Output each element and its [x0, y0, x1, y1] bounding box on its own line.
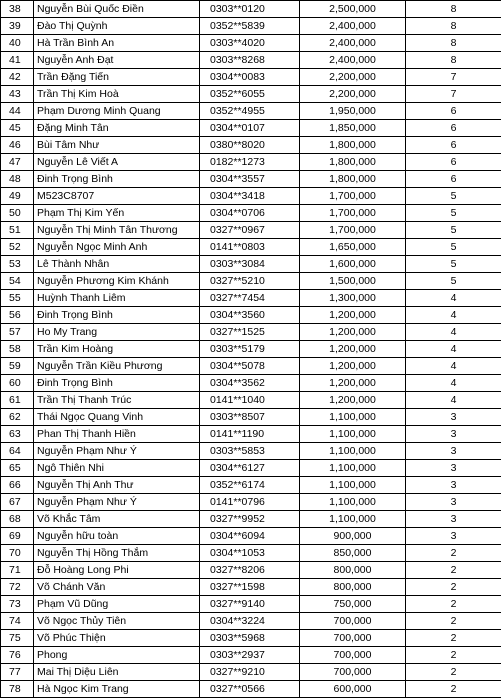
count-cell: 8: [406, 18, 501, 35]
amount-cell: 1,800,000: [300, 171, 406, 188]
count-cell: 4: [406, 358, 501, 375]
table-row: [1, 409, 501, 426]
table-body: [1, 1, 501, 698]
row-number-cell: 60: [1, 375, 34, 392]
customer-name-cell: Nguyễn Ngọc Minh Anh: [34, 239, 200, 256]
phone-cell: 0352**5839: [200, 18, 300, 35]
phone-cell: 0304**3560: [200, 307, 300, 324]
count-cell: 5: [406, 222, 501, 239]
count-cell: 4: [406, 324, 501, 341]
table-row: [1, 528, 501, 545]
row-number-cell: 54: [1, 273, 34, 290]
phone-cell: 0303**5179: [200, 341, 300, 358]
count-cell: 3: [406, 511, 501, 528]
table-row: [1, 256, 501, 273]
customer-name-cell: Nguyễn Bùi Quốc Điền: [34, 1, 200, 18]
table-row: [1, 460, 501, 477]
phone-cell: 0141**1190: [200, 426, 300, 443]
row-number-cell: 64: [1, 443, 34, 460]
table-row: [1, 18, 501, 35]
amount-cell: 1,200,000: [300, 324, 406, 341]
customer-name-cell: Nguyễn Phương Kim Khánh: [34, 273, 200, 290]
customer-name-cell: Trần Đặng Tiến: [34, 69, 200, 86]
count-cell: 2: [406, 579, 501, 596]
count-cell: 3: [406, 426, 501, 443]
count-cell: 4: [406, 375, 501, 392]
count-cell: 5: [406, 239, 501, 256]
count-cell: 2: [406, 562, 501, 579]
amount-cell: 750,000: [300, 596, 406, 613]
row-number-cell: 56: [1, 307, 34, 324]
table-row: [1, 613, 501, 630]
table-row: [1, 426, 501, 443]
phone-cell: 0327**9140: [200, 596, 300, 613]
phone-cell: 0304**1053: [200, 545, 300, 562]
amount-cell: 1,500,000: [300, 273, 406, 290]
customer-name-cell: Nguyễn Thị Hồng Thắm: [34, 545, 200, 562]
customer-name-cell: Nguyễn Thị Minh Tân Thương: [34, 222, 200, 239]
count-cell: 6: [406, 171, 501, 188]
amount-cell: 2,200,000: [300, 86, 406, 103]
row-number-cell: 73: [1, 596, 34, 613]
count-cell: 4: [406, 307, 501, 324]
row-number-cell: 44: [1, 103, 34, 120]
table-row: [1, 137, 501, 154]
count-cell: 2: [406, 596, 501, 613]
amount-cell: 800,000: [300, 579, 406, 596]
customer-name-cell: Trần Thị Thanh Trúc: [34, 392, 200, 409]
phone-cell: 0141**1040: [200, 392, 300, 409]
phone-cell: 0327**5210: [200, 273, 300, 290]
amount-cell: 700,000: [300, 647, 406, 664]
phone-cell: 0303**3084: [200, 256, 300, 273]
amount-cell: 700,000: [300, 613, 406, 630]
count-cell: 3: [406, 443, 501, 460]
row-number-cell: 69: [1, 528, 34, 545]
amount-cell: 700,000: [300, 630, 406, 647]
row-number-cell: 63: [1, 426, 34, 443]
amount-cell: 1,200,000: [300, 307, 406, 324]
count-cell: 8: [406, 35, 501, 52]
table-row: [1, 239, 501, 256]
amount-cell: 1,100,000: [300, 426, 406, 443]
count-cell: 6: [406, 137, 501, 154]
row-number-cell: 76: [1, 647, 34, 664]
table-row: [1, 443, 501, 460]
table-row: [1, 681, 501, 698]
count-cell: 6: [406, 120, 501, 137]
customer-name-cell: Nguyễn Trần Kiều Phương: [34, 358, 200, 375]
row-number-cell: 49: [1, 188, 34, 205]
customer-name-cell: Đinh Trọng Bình: [34, 171, 200, 188]
customer-name-cell: Nguyễn Thị Anh Thư: [34, 477, 200, 494]
amount-cell: 850,000: [300, 545, 406, 562]
amount-cell: 2,400,000: [300, 35, 406, 52]
phone-cell: 0303**0120: [200, 1, 300, 18]
amount-cell: 1,100,000: [300, 494, 406, 511]
phone-cell: 0304**3224: [200, 613, 300, 630]
amount-cell: 1,100,000: [300, 477, 406, 494]
table-row: [1, 358, 501, 375]
customer-name-cell: M523C8707: [34, 188, 200, 205]
customer-name-cell: Trần Thị Kim Hoà: [34, 86, 200, 103]
customer-name-cell: Nguyễn Anh Đạt: [34, 52, 200, 69]
row-number-cell: 48: [1, 171, 34, 188]
amount-cell: 1,600,000: [300, 256, 406, 273]
phone-cell: 0304**0083: [200, 69, 300, 86]
amount-cell: 900,000: [300, 528, 406, 545]
row-number-cell: 57: [1, 324, 34, 341]
phone-cell: 0304**0706: [200, 205, 300, 222]
phone-cell: 0327**0566: [200, 681, 300, 698]
amount-cell: 1,850,000: [300, 120, 406, 137]
phone-cell: 0304**6127: [200, 460, 300, 477]
customer-name-cell: Mai Thị Diệu Liên: [34, 664, 200, 681]
table-row: [1, 545, 501, 562]
table-row: [1, 596, 501, 613]
table-row: [1, 562, 501, 579]
table-row: [1, 205, 501, 222]
table-row: [1, 630, 501, 647]
count-cell: 2: [406, 613, 501, 630]
amount-cell: 1,300,000: [300, 290, 406, 307]
count-cell: 3: [406, 460, 501, 477]
customer-name-cell: Nguyễn Lê Viết A: [34, 154, 200, 171]
count-cell: 2: [406, 630, 501, 647]
table-row: [1, 341, 501, 358]
customer-name-cell: Thái Ngọc Quang Vinh: [34, 409, 200, 426]
count-cell: 2: [406, 664, 501, 681]
row-number-cell: 62: [1, 409, 34, 426]
amount-cell: 1,200,000: [300, 375, 406, 392]
customer-name-cell: Huỳnh Thanh Liêm: [34, 290, 200, 307]
customer-name-cell: Hà Ngọc Kim Trang: [34, 681, 200, 698]
amount-cell: 1,700,000: [300, 188, 406, 205]
amount-cell: 1,200,000: [300, 358, 406, 375]
customer-name-cell: Đào Thị Quỳnh: [34, 18, 200, 35]
count-cell: 3: [406, 494, 501, 511]
phone-cell: 0303**8268: [200, 52, 300, 69]
table-row: [1, 120, 501, 137]
row-number-cell: 68: [1, 511, 34, 528]
customer-name-cell: Ngô Thiên Nhi: [34, 460, 200, 477]
count-cell: 4: [406, 290, 501, 307]
customer-name-cell: Đinh Trọng Bình: [34, 307, 200, 324]
row-number-cell: 72: [1, 579, 34, 596]
table-row: [1, 494, 501, 511]
customer-name-cell: Võ Khắc Tâm: [34, 511, 200, 528]
phone-cell: 0380**8020: [200, 137, 300, 154]
row-number-cell: 78: [1, 681, 34, 698]
customer-name-cell: Phạm Vũ Dũng: [34, 596, 200, 613]
amount-cell: 1,950,000: [300, 103, 406, 120]
customer-name-cell: Phong: [34, 647, 200, 664]
customer-name-cell: Võ Chánh Văn: [34, 579, 200, 596]
count-cell: 4: [406, 341, 501, 358]
row-number-cell: 61: [1, 392, 34, 409]
count-cell: 2: [406, 545, 501, 562]
phone-cell: 0303**5853: [200, 443, 300, 460]
phone-cell: 0304**5078: [200, 358, 300, 375]
count-cell: 4: [406, 392, 501, 409]
table-row: [1, 52, 501, 69]
count-cell: 6: [406, 103, 501, 120]
customer-name-cell: Nguyễn hữu toàn: [34, 528, 200, 545]
count-cell: 6: [406, 154, 501, 171]
table-row: [1, 477, 501, 494]
amount-cell: 2,200,000: [300, 69, 406, 86]
phone-cell: 0327**7454: [200, 290, 300, 307]
amount-cell: 2,500,000: [300, 1, 406, 18]
amount-cell: 1,200,000: [300, 392, 406, 409]
customer-name-cell: Phan Thị Thanh Hiền: [34, 426, 200, 443]
row-number-cell: 43: [1, 86, 34, 103]
table-row: [1, 375, 501, 392]
table-row: [1, 1, 501, 18]
count-cell: 5: [406, 205, 501, 222]
phone-cell: 0303**8507: [200, 409, 300, 426]
phone-cell: 0304**3557: [200, 171, 300, 188]
amount-cell: 1,200,000: [300, 341, 406, 358]
phone-cell: 0327**9952: [200, 511, 300, 528]
count-cell: 2: [406, 647, 501, 664]
row-number-cell: 41: [1, 52, 34, 69]
phone-cell: 0303**4020: [200, 35, 300, 52]
count-cell: 7: [406, 69, 501, 86]
phone-cell: 0327**1525: [200, 324, 300, 341]
table-row: [1, 392, 501, 409]
customer-name-cell: Phạm Dương Minh Quang: [34, 103, 200, 120]
table-row: [1, 188, 501, 205]
table-row: [1, 324, 501, 341]
amount-cell: 1,100,000: [300, 511, 406, 528]
amount-cell: 1,100,000: [300, 460, 406, 477]
table-row: [1, 307, 501, 324]
table-row: [1, 86, 501, 103]
table-row: [1, 103, 501, 120]
table-row: [1, 35, 501, 52]
table-row: [1, 290, 501, 307]
amount-cell: 600,000: [300, 681, 406, 698]
row-number-cell: 67: [1, 494, 34, 511]
phone-cell: 0352**6055: [200, 86, 300, 103]
phone-cell: 0327**1598: [200, 579, 300, 596]
amount-cell: 1,800,000: [300, 137, 406, 154]
customer-name-cell: Võ Ngọc Thủy Tiên: [34, 613, 200, 630]
customer-name-cell: Nguyễn Phạm Như Ý: [34, 494, 200, 511]
customer-name-cell: Ho My Trang: [34, 324, 200, 341]
count-cell: 3: [406, 528, 501, 545]
amount-cell: 1,650,000: [300, 239, 406, 256]
phone-cell: 0327**0967: [200, 222, 300, 239]
row-number-cell: 55: [1, 290, 34, 307]
row-number-cell: 70: [1, 545, 34, 562]
count-cell: 5: [406, 188, 501, 205]
phone-cell: 0304**6094: [200, 528, 300, 545]
count-cell: 5: [406, 256, 501, 273]
row-number-cell: 58: [1, 341, 34, 358]
amount-cell: 700,000: [300, 664, 406, 681]
amount-cell: 1,100,000: [300, 443, 406, 460]
phone-cell: 0352**6174: [200, 477, 300, 494]
customer-name-cell: Đặng Minh Tân: [34, 120, 200, 137]
customer-name-cell: Hà Trần Bình An: [34, 35, 200, 52]
phone-cell: 0182**1273: [200, 154, 300, 171]
row-number-cell: 52: [1, 239, 34, 256]
amount-cell: 1,800,000: [300, 154, 406, 171]
amount-cell: 1,700,000: [300, 205, 406, 222]
amount-cell: 2,400,000: [300, 18, 406, 35]
count-cell: 8: [406, 52, 501, 69]
row-number-cell: 47: [1, 154, 34, 171]
phone-cell: 0304**3418: [200, 188, 300, 205]
row-number-cell: 75: [1, 630, 34, 647]
table-row: [1, 171, 501, 188]
row-number-cell: 59: [1, 358, 34, 375]
row-number-cell: 53: [1, 256, 34, 273]
table-row: [1, 511, 501, 528]
customer-name-cell: Đinh Trọng Bình: [34, 375, 200, 392]
row-number-cell: 50: [1, 205, 34, 222]
count-cell: 8: [406, 1, 501, 18]
row-number-cell: 66: [1, 477, 34, 494]
row-number-cell: 40: [1, 35, 34, 52]
row-number-cell: 51: [1, 222, 34, 239]
customer-name-cell: Nguyễn Phạm Như Ý: [34, 443, 200, 460]
phone-cell: 0141**0803: [200, 239, 300, 256]
amount-cell: 1,100,000: [300, 409, 406, 426]
phone-cell: 0304**0107: [200, 120, 300, 137]
phone-cell: 0327**8206: [200, 562, 300, 579]
row-number-cell: 77: [1, 664, 34, 681]
customer-name-cell: Bùi Tâm Như: [34, 137, 200, 154]
row-number-cell: 46: [1, 137, 34, 154]
count-cell: 3: [406, 409, 501, 426]
phone-cell: 0327**9210: [200, 664, 300, 681]
table-row: [1, 154, 501, 171]
table-row: [1, 664, 501, 681]
row-number-cell: 42: [1, 69, 34, 86]
count-cell: 3: [406, 477, 501, 494]
table-row: [1, 579, 501, 596]
amount-cell: 1,700,000: [300, 222, 406, 239]
count-cell: 5: [406, 273, 501, 290]
customer-name-cell: Trần Kim Hoàng: [34, 341, 200, 358]
amount-cell: 2,400,000: [300, 52, 406, 69]
phone-cell: 0304**3562: [200, 375, 300, 392]
phone-cell: 0352**4955: [200, 103, 300, 120]
phone-cell: 0141**0796: [200, 494, 300, 511]
phone-cell: 0303**5968: [200, 630, 300, 647]
count-cell: 2: [406, 681, 501, 698]
customer-name-cell: Võ Phúc Thiện: [34, 630, 200, 647]
table-row: [1, 647, 501, 664]
row-number-cell: 65: [1, 460, 34, 477]
row-number-cell: 74: [1, 613, 34, 630]
customer-name-cell: Lê Thành Nhân: [34, 256, 200, 273]
row-number-cell: 71: [1, 562, 34, 579]
amount-cell: 800,000: [300, 562, 406, 579]
row-number-cell: 39: [1, 18, 34, 35]
table-row: [1, 69, 501, 86]
customer-name-cell: Phạm Thị Kim Yến: [34, 205, 200, 222]
count-cell: 7: [406, 86, 501, 103]
customer-name-cell: Đỗ Hoàng Long Phi: [34, 562, 200, 579]
row-number-cell: 38: [1, 1, 34, 18]
row-number-cell: 45: [1, 120, 34, 137]
table-row: [1, 273, 501, 290]
phone-cell: 0303**2937: [200, 647, 300, 664]
table-row: [1, 222, 501, 239]
